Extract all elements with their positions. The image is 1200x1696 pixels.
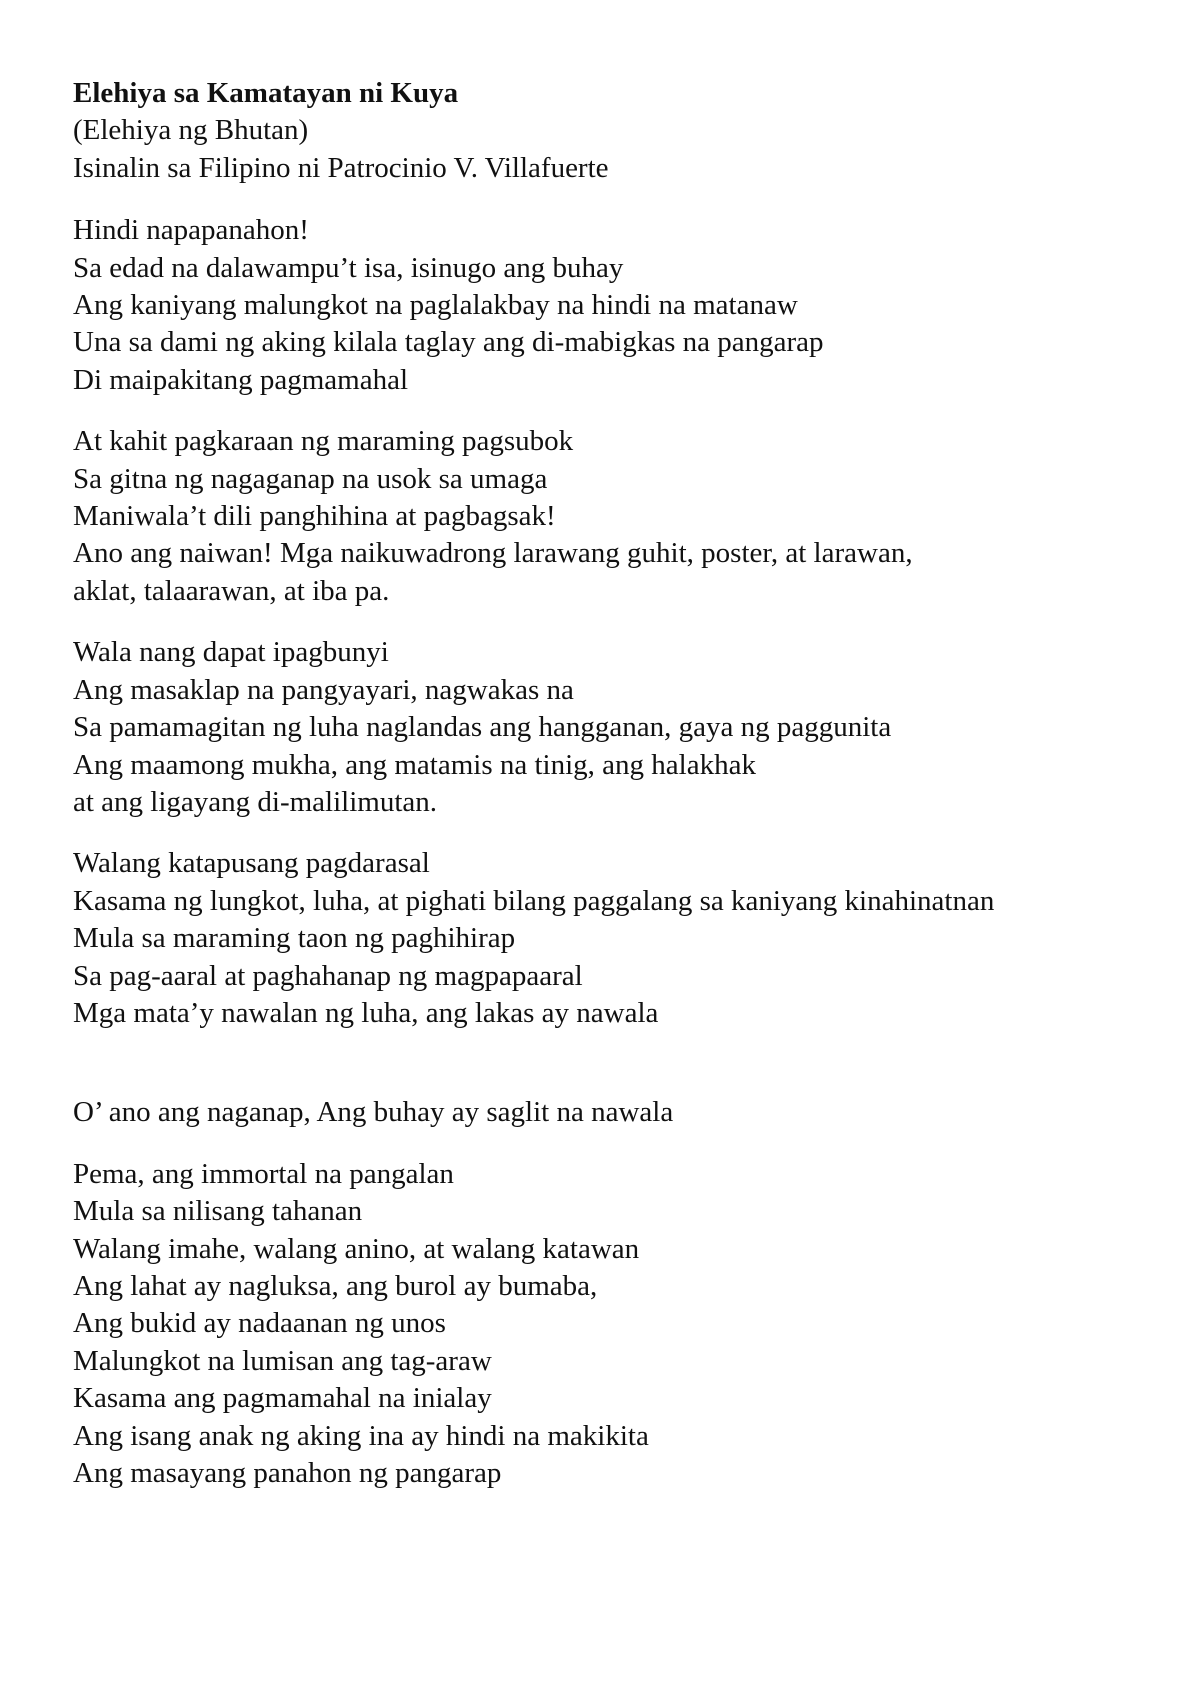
poem-line: Ang kaniyang malungkot na paglalakbay na hindi na matanaw — [73, 289, 798, 322]
poem-line: Kasama ng lungkot, luha, at pighati bilang paggalang sa kaniyang kinahinatnan — [73, 884, 995, 917]
stanza-2 — [73, 423, 1173, 610]
poem-line: Hindi napapanahon! — [73, 214, 309, 247]
stanza-3 — [73, 634, 1173, 821]
poem-line: Ang bukid ay nadaanan ng unos — [73, 1307, 446, 1340]
poem-line: Ang lahat ay nagluksa, ang burol ay bumaba, — [73, 1269, 598, 1302]
poem-line: Walang katapusang pagdarasal — [73, 847, 430, 880]
translator-credit: Isinalin sa Filipino ni Patrocinio V. Villafuerte — [73, 151, 609, 184]
poem-line: Sa gitna ng nagaganap na usok sa umaga — [73, 462, 548, 495]
poem-line: At kahit pagkaraan ng maraming pagsubok — [73, 425, 574, 458]
poem-line: Di maipakitang pagmamahal — [73, 363, 409, 396]
poem-line: Mga mata’y nawalan ng luha, ang lakas ay nawala — [73, 996, 659, 1029]
poem-line: Ang masayang panahon ng pangarap — [73, 1457, 502, 1489]
poem-line: O’ ano ang naganap, Ang buhay ay saglit na nawala — [73, 1096, 674, 1129]
poem-line: Kasama ang pagmamahal na inialay — [73, 1382, 492, 1415]
poem-content — [73, 75, 1173, 1516]
stanza-5 — [73, 1094, 1173, 1131]
stanza-1 — [73, 212, 1173, 399]
poem-line: Sa pamamagitan ng luha naglandas ang hangganan, gaya ng paggunita — [73, 711, 892, 744]
poem-subtitle: (Elehiya ng Bhutan) — [73, 114, 309, 147]
document-header — [73, 75, 1173, 187]
poem-line: Malungkot na lumisan ang tag-araw — [73, 1344, 492, 1377]
poem-line: Wala nang dapat ipagbunyi — [73, 636, 389, 669]
stanza-4 — [73, 845, 1173, 1032]
poem-line: at ang ligayang di-malilimutan. — [73, 785, 438, 818]
poem-line: Una sa dami ng aking kilala taglay ang di-mabigkas na pangarap — [73, 326, 824, 359]
poem-line: Ang isang anak ng aking ina ay hindi na makikita — [73, 1419, 649, 1452]
poem-line: Mula sa nilisang tahanan — [73, 1195, 363, 1228]
poem-title: Elehiya sa Kamatayan ni Kuya — [73, 77, 459, 109]
poem-line: Ano ang naiwan! Mga naikuwadrong larawang guhit, poster, at larawan, — [73, 537, 913, 570]
poem-line: Sa pag-aaral at paghahanap ng magpapaaral — [73, 959, 583, 992]
poem-line: Maniwala’t dili panghihina at pagbagsak! — [73, 500, 556, 533]
poem-line: Walang imahe, walang anino, at walang katawan — [73, 1232, 640, 1265]
poem-line: Mula sa maraming taon ng paghihirap — [73, 922, 516, 955]
poem-line: Pema, ang immortal na pangalan — [73, 1157, 454, 1190]
stanza-6 — [73, 1156, 1173, 1493]
poem-line: Ang maamong mukha, ang matamis na tinig, ang halakhak — [73, 748, 756, 781]
poem-line: Ang masaklap na pangyayari, nagwakas na — [73, 673, 574, 706]
poem-line: Sa edad na dalawampu’t isa, isinugo ang buhay — [73, 251, 624, 284]
poem-line: aklat, talaarawan, at iba pa. — [73, 574, 390, 607]
